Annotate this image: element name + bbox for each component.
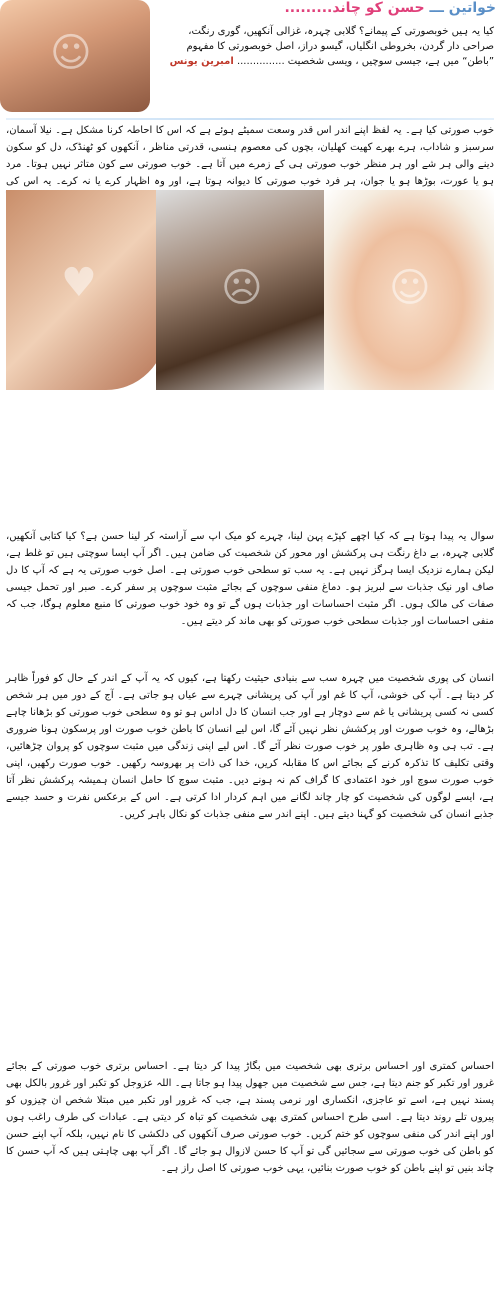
divider: [6, 118, 494, 120]
paragraph-1-continued: [6, 394, 494, 524]
people-icon: ♥: [61, 260, 97, 306]
image-row: [6, 190, 494, 390]
paragraph-2: سوال یہ پیدا ہوتا ہے کہ کیا اچھے کپڑے پہن لینا، چہرے کو میک اپ سے آراستہ کر لینا حسن ہے؟ کیا کتابی آنکھیں، گلابی چہرہ، بے داغ رنگت ہی پرکشش اور محور کن شخصیت کی ضامن ہیں۔ اگر آپ ایسا سوچتی ہیں تو غلط ہے، لیکن ہمارے نزدیک ایسا ہرگز نہیں ہے۔ یہ سب تو سطحی خوب صورتی ہے۔ اصل خوب صورتی یہ ہے کہ آپ کا دل صاف اور نیک جذبات سے لبریز ہو۔ دماغ منفی سوچوں کے بجائے مثبت سوچوں پر سفر کرے۔ صبر اور تحمل جیسی صفات کی مالک ہوں۔ اگر مثبت احساسات اور جذبات ہوں گے تو وہ خود خوب صورتی کا منبع معلوم ہوگا، جب کہ منفی احساسات اور جذبات سطحی خوب صورتی کو بھی ماند کر دیتے ہیں۔: [6, 531, 494, 627]
woman-face-closeup-photo: [324, 190, 494, 390]
paragraph-4: احساس کمتری اور احساس برتری بھی شخصیت میں بگاڑ پیدا کر دیتا ہے۔ احساس برتری خوب صورتی کے بجائے غرور اور تکبر کو جنم دیتا ہے، جس سے شخصیت میں جھول پیدا ہو جاتا ہے۔ اللہ عزوجل کو تکبر اور غرور بالکل بھی پسند نہیں ہے، اسے تو عاجزی، انکساری اور نرمی پسند ہے، جب کہ غرور اور تکبر میں مبتلا شخص ان چیزوں کو پیروں تلے روند دیتا ہے۔ اسی طرح احساس کمتری بھی شخصیت کو تباہ کر دیتی ہے۔ عبادات کی طرف راغب ہوں اور اپنے اندر کی منفی سوچوں کو ختم کریں۔ خوب صورتی صرف آنکھوں کی دلکشی کا نام نہیں، بلکہ آپ اپنے حسن کو باطن کی خوب صورتی سے سجائیں گی تو آپ کا حسن لازوال ہو جائے گا۔ اگر آپ بھی چاہتی ہیں کہ آپ حسن کا چاند بنیں تو اپنے باطن کو خوب صورت بنائیں، یہی خوب صورتی کا اصل راز ہے۔: [6, 1061, 494, 1174]
lead-body: کیا یہ ہیں خوبصورتی کے پیمانے؟ گلابی چہرہ، غزالی آنکھیں، گوری رنگت، صراحی دار گردن، بخروطی انگلیاں، گیسو دراز، اصل خوبصورتی کا مفہوم ”باطن“ میں ہے، جیسی سوچیں ، ویسی شخصیت ...............: [186, 26, 494, 67]
title-main: حسن کو چاند.........: [284, 0, 425, 16]
stressed-woman-photo: [156, 190, 326, 390]
paragraph-3: انسان کی پوری شخصیت میں چہرہ سب سے بنیادی حیثیت رکھتا ہے، کیوں کہ یہ آپ کے اندر کے حال کو فوراً ظاہر کر دیتا ہے۔ آپ کی خوشی، آپ کا غم اور آپ کی پریشانی چہرے سے عیاں ہو جاتی ہے۔ آج کے دور میں ہر شخص کسی نہ کسی پریشانی یا غم سے دوچار ہے اور جب انسان کا دل اداس ہو تو وہ سطحی خوب صورتی کو بڑھانا چاہے بڑھالے، وہ خوب صورت اور پرکشش نظر نہیں آئے گا، اس لیے انسان کا باطن خوب صورت اور پرسکون ہونا ضروری ہے۔ تب ہی وہ ظاہری طور پر خوب صورت نظر آئے گا۔ اس لیے اپنی زندگی میں مثبت سوچوں کو پروان چڑھائیں، وقتی تکلیف کا تذکرہ کرنے کے بجائے اس کا مقابلہ کریں، خدا کی ذات پر بھروسہ رکھیں۔ خوب صورت رکھیں، اپنی خوب صورت سوچ اور خود اعتمادی کا گراف کم نہ ہونے دیں۔ مثبت سوچ کا حامل انسان ہمیشہ پرکشش نظر آتا ہے، ایسے لوگوں کی شخصیت کو چار چاند لگانے میں اہم کردار ادا کرتی ہے۔ اس کے برعکس نفرت و حسد جیسے جذبے انسان کی شخصیت کو گہنا دیتے ہیں۔ اپنے اندر سے منفی جذبات کو نکال باہر کریں۔: [6, 673, 494, 820]
couple-photo: [6, 190, 166, 390]
article-title: خواتین ـــ حسن کو چاند.........: [284, 0, 496, 16]
portrait-icon: ☺: [50, 30, 92, 76]
lead-text: [159, 24, 494, 69]
person-icon: ☹: [221, 265, 263, 311]
paragraph-1: خوب صورتی کیا ہے۔ یہ لفظ اپنے اندر اس قدر وسعت سمیٹے ہوئے ہے کہ اس کا احاطہ کرنا مشکل ہے۔ نیلا آسمان، سرسبز و شاداب، ہرے بھرے کھیت کھلیان، بچوں کی معصوم ہنسی، قدرتی مناظر ، آنکھوں کو ٹھنڈک، دل کو سکون دینے والی ہر شے اور ہر منظر خوب صورتی ہی کے زمرے میں آتا ہے۔ خوب صورتی سے کون متاثر نہیں ہوتا۔ مرد ہو یا عورت، بوڑھا ہو یا جوان، ہر فرد خوب صورتی کا دیوانہ ہوتا ہے، اور وہ اظہار کرے یا نہ کرے۔ یہ اس کی: [6, 125, 494, 187]
face-icon: ☺: [389, 265, 431, 311]
author-name: امبرین یونس: [169, 56, 234, 67]
title-category: خواتین: [448, 0, 496, 16]
woman-portrait-top-image: [0, 0, 150, 112]
